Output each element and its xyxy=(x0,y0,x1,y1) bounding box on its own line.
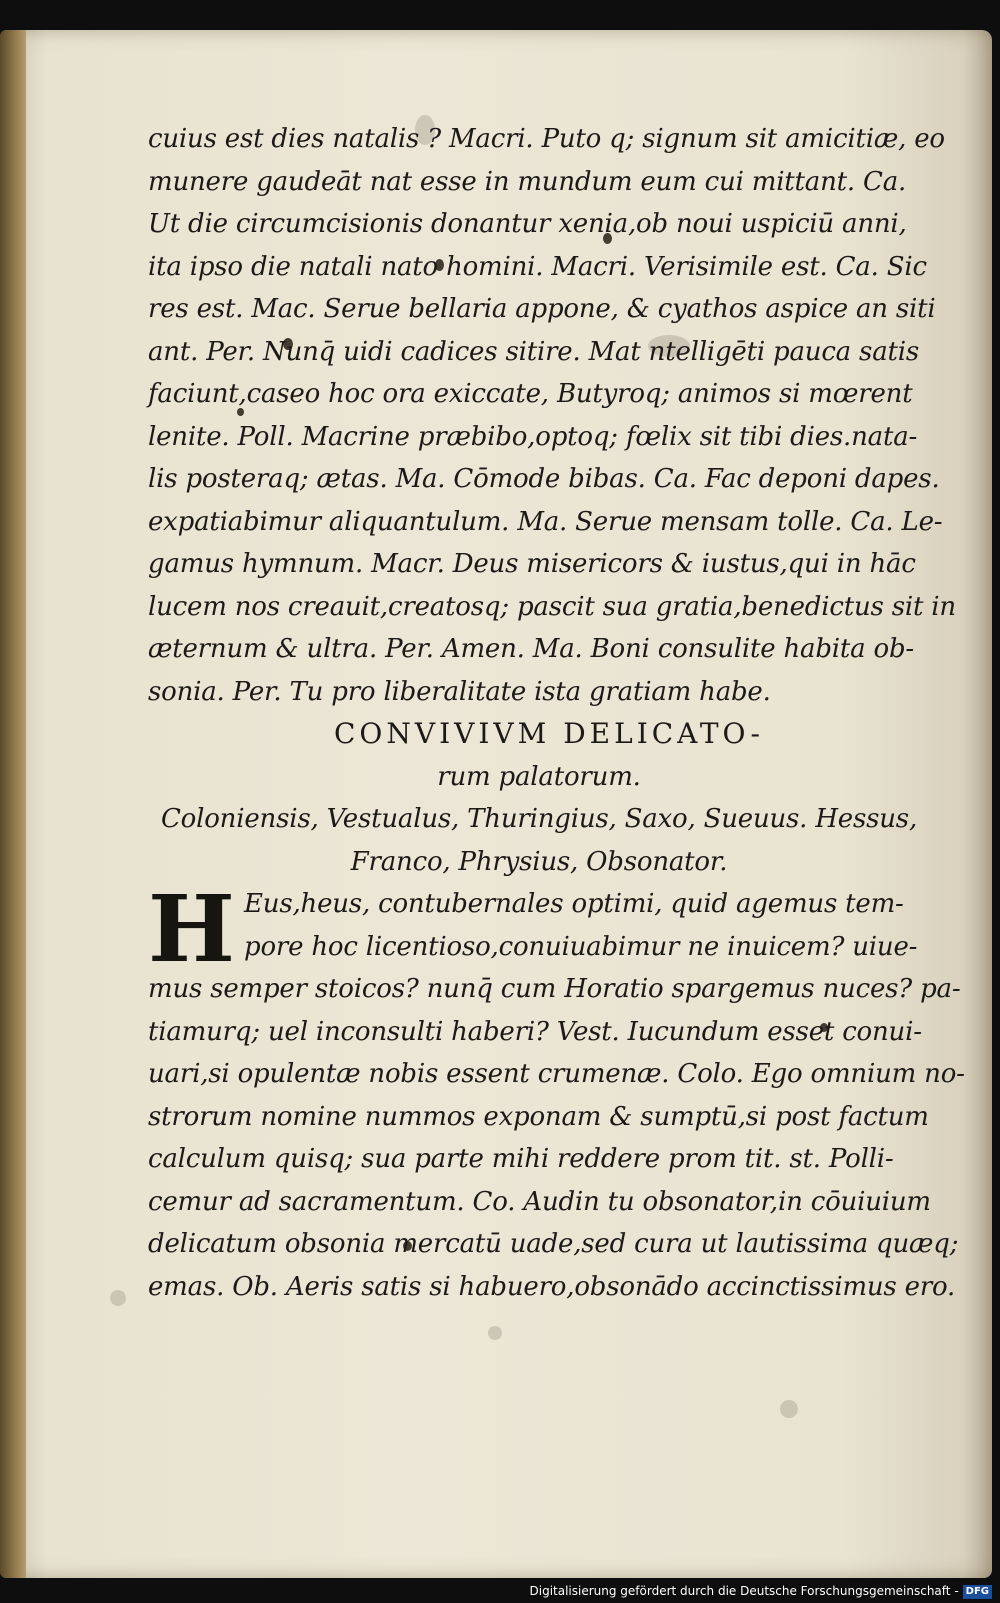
page-text xyxy=(148,118,965,1308)
drop-cap-initial: H xyxy=(148,875,235,983)
text-line: cuius est dies natalis ? Macri. Puto q; signum sit amicitiæ, eo xyxy=(148,124,945,154)
speakers-list: Franco, Phrysius, Obsonator. xyxy=(350,846,728,877)
text-line: ant. Per. Nunq̄ uidi cadices sitire. Mat ntelligēti pauca satis xyxy=(148,336,920,367)
speakers-list: Coloniensis, Vestualus, Thuringius, Saxo, Sueuus. Hessus, xyxy=(160,804,918,834)
text-line: mus semper stoicos? nunq̄ cum Horatio spargemus nuces? pa- xyxy=(148,974,961,1004)
text-line: tiamurq; uel inconsulti haberi? Vest. Iucundum esset conui- xyxy=(148,1016,922,1047)
text-line: lenite. Poll. Macrine præbibo,optoq; fœlix sit tibi dies.nata- xyxy=(148,421,918,452)
dfg-logo: DFG xyxy=(963,1585,992,1599)
paragraph xyxy=(148,875,965,1308)
text-line: Ut die circumcisionis donantur xenia,ob noui uspiciū anni, xyxy=(148,209,907,239)
section-title: CONVIVIVM DELICATO- xyxy=(333,717,764,750)
text-line: faciunt,caseo hoc ora exiccate, Butyroq; animos si mœrent xyxy=(148,379,913,409)
text-line: sonia. Per. Tu pro liberalitate ista gratiam habe. xyxy=(148,676,771,707)
text-line: res est. Mac. Serue bellaria appone, & cyathos aspice an siti xyxy=(148,294,936,324)
section-subtitle: rum palatorum. xyxy=(437,761,641,792)
paper-smudge xyxy=(780,1400,798,1418)
text-line: uari,si opulentæ nobis essent crumenæ. Colo. Ego omnium no- xyxy=(148,1059,965,1089)
text-line: expatiabimur aliquantulum. Ma. Serue mensam tolle. Ca. Le- xyxy=(148,506,943,537)
text-line: lis posteraq; ætas. Ma. Cōmode bibas. Ca. Fac deponi dapes. xyxy=(148,464,940,494)
text-line: calculum quisq; sua parte mihi reddere prom tit. st. Polli- xyxy=(148,1144,894,1174)
text-line: cemur ad sacramentum. Co. Audin tu obsonator,in cōuiuium xyxy=(148,1186,931,1217)
text-line: delicatum obsonia mercatū uade,sed cura ut lautissima quæq; xyxy=(148,1229,959,1259)
text-line: lucem nos creauit,creatosq; pascit sua gratia,benedictus sit in xyxy=(148,591,956,622)
text-line: ita ipso die natali nato homini. Macri. Verisimile est. Ca. Sic xyxy=(148,251,927,282)
text-line: pore hoc licentioso,conuiuabimur ne inuicem? uiue- xyxy=(244,931,918,962)
text-line: munere gaudeāt nat esse in mundum eum cui mittant. Ca. xyxy=(148,166,907,197)
credit-text: Digitalisierung gefördert durch die Deutsche Forschungsgemeinschaft - xyxy=(529,1584,959,1598)
text-line: strorum nomine nummos exponam & sumptū,si post factum xyxy=(148,1101,929,1132)
text-line: gamus hymnum. Macr. Deus misericors & iustus,qui in hāc xyxy=(148,549,916,579)
text-line: Eus,heus, contubernales optimi, quid agemus tem- xyxy=(244,889,904,919)
digitization-credit xyxy=(0,1580,992,1602)
paper-smudge xyxy=(488,1326,502,1340)
text-line: emas. Ob. Aeris satis si habuero,obsonādo accinctissimus ero. xyxy=(148,1271,956,1302)
book-spine xyxy=(0,30,26,1578)
text-line: æternum & ultra. Per. Amen. Ma. Boni consulite habita ob- xyxy=(148,634,915,664)
paper-smudge xyxy=(110,1290,126,1306)
